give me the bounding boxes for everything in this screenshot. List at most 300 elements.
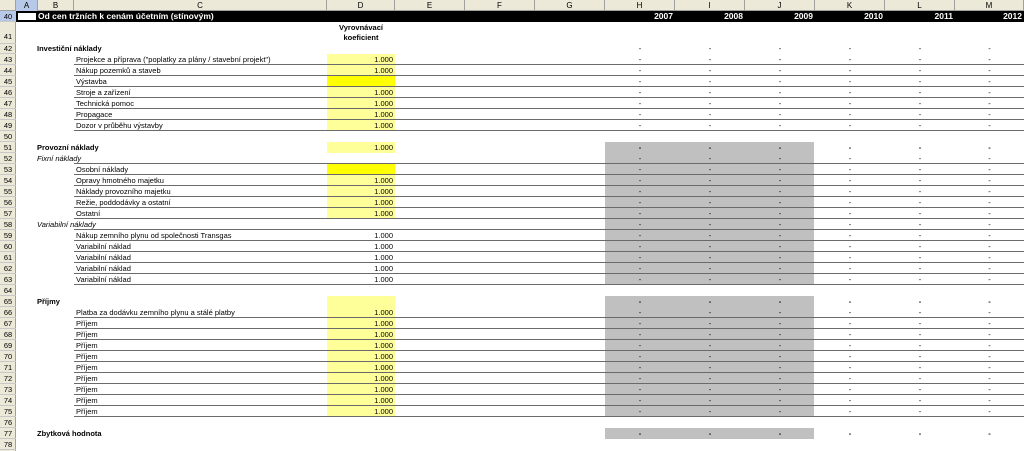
year-value-2007[interactable]: - — [638, 407, 642, 416]
year-value-2009[interactable]: - — [778, 341, 782, 350]
year-value-2009[interactable]: - — [778, 385, 782, 394]
year-value-2011[interactable]: - — [918, 198, 922, 207]
year-value-2009[interactable]: - — [778, 363, 782, 372]
year-value-2007[interactable]: - — [638, 198, 642, 207]
year-value-2010[interactable]: - — [848, 341, 852, 350]
row-header-59[interactable]: 59 — [0, 230, 16, 241]
year-value-2008[interactable]: - — [708, 308, 712, 317]
year-value-2009[interactable]: - — [778, 253, 782, 262]
year-value-2012[interactable]: - — [988, 77, 991, 86]
row-header-78[interactable]: 78 — [0, 439, 16, 450]
year-value-2008[interactable]: - — [708, 242, 712, 251]
year-value-2009[interactable]: - — [778, 99, 782, 108]
year-value-2009[interactable]: - — [778, 66, 782, 75]
year-value-2009[interactable]: - — [778, 231, 782, 240]
row-label[interactable]: Technická pomoc — [76, 99, 134, 108]
row-header-49[interactable]: 49 — [0, 120, 16, 131]
year-value-2009[interactable]: - — [778, 110, 782, 119]
year-value-2010[interactable]: - — [848, 66, 852, 75]
year-value-2008[interactable]: - — [708, 407, 712, 416]
row-header-68[interactable]: 68 — [0, 329, 16, 340]
row-header-67[interactable]: 67 — [0, 318, 16, 329]
year-value-2007[interactable]: - — [638, 396, 642, 405]
year-value-2008[interactable]: - — [708, 341, 712, 350]
year-value-2012[interactable]: - — [988, 187, 991, 196]
year-value-2007[interactable]: - — [638, 385, 642, 394]
year-value-2008[interactable]: - — [708, 66, 712, 75]
year-value-2009[interactable]: - — [778, 308, 782, 317]
year-value-2009[interactable]: - — [778, 209, 782, 218]
year-value-2007[interactable]: - — [638, 341, 642, 350]
year-value-2011[interactable]: - — [918, 231, 922, 240]
year-value-2008[interactable]: - — [708, 209, 712, 218]
year-value-2009[interactable]: - — [778, 165, 782, 174]
row-header-77[interactable]: 77 — [0, 428, 16, 439]
row-label[interactable]: Variabilní náklad — [76, 275, 131, 284]
year-value-2011[interactable]: - — [918, 396, 922, 405]
year-value-2011[interactable]: - — [918, 220, 922, 229]
year-value-2010[interactable]: - — [848, 429, 852, 438]
coefficient-value[interactable]: 1.000 — [374, 198, 393, 207]
select-all-corner[interactable] — [0, 0, 16, 11]
year-value-2011[interactable]: - — [918, 330, 922, 339]
year-value-2007[interactable]: - — [638, 363, 642, 372]
year-value-2011[interactable]: - — [918, 297, 922, 306]
year-value-2008[interactable]: - — [708, 330, 712, 339]
year-value-2008[interactable]: - — [708, 429, 712, 438]
row-label[interactable]: Příjem — [76, 352, 98, 361]
year-value-2007[interactable]: - — [638, 165, 642, 174]
coefficient-value[interactable]: 1.000 — [374, 275, 393, 284]
row-header-51[interactable]: 51 — [0, 142, 16, 153]
column-header-b[interactable]: B — [38, 0, 74, 11]
coefficient-value[interactable]: 1.000 — [374, 88, 393, 97]
year-value-2010[interactable]: - — [848, 319, 852, 328]
column-header-m[interactable]: M — [955, 0, 1024, 11]
row-label[interactable]: Nákup zemního plynu od společnosti Transgas — [76, 231, 232, 240]
year-value-2010[interactable]: - — [848, 220, 852, 229]
row-header-46[interactable]: 46 — [0, 87, 16, 98]
row-header-45[interactable]: 45 — [0, 76, 16, 87]
year-value-2009[interactable]: - — [778, 297, 782, 306]
year-value-2009[interactable]: - — [778, 319, 782, 328]
year-value-2008[interactable]: - — [708, 88, 712, 97]
year-value-2010[interactable]: - — [848, 165, 852, 174]
column-header-k[interactable]: K — [815, 0, 885, 11]
coefficient-value[interactable]: 1.000 — [374, 385, 393, 394]
year-value-2007[interactable]: - — [638, 176, 642, 185]
year-value-2012[interactable]: - — [988, 352, 991, 361]
coefficient-value[interactable]: 1.000 — [374, 407, 393, 416]
coefficient-value[interactable]: 1.000 — [374, 55, 393, 64]
year-value-2011[interactable]: - — [918, 363, 922, 372]
year-value-2009[interactable]: - — [778, 154, 782, 163]
year-value-2011[interactable]: - — [918, 242, 922, 251]
year-value-2008[interactable]: - — [708, 143, 712, 152]
year-value-2011[interactable]: - — [918, 341, 922, 350]
row-label[interactable]: Režie, poddodávky a ostatní — [76, 198, 171, 207]
row-label[interactable]: Opravy hmotného majetku — [76, 176, 164, 185]
column-header-j[interactable]: J — [745, 0, 815, 11]
year-value-2010[interactable]: - — [848, 176, 852, 185]
year-value-2012[interactable]: - — [988, 44, 991, 53]
active-cell-a40[interactable] — [16, 11, 38, 22]
coefficient-value[interactable]: 1.000 — [374, 396, 393, 405]
year-value-2012[interactable]: - — [988, 242, 991, 251]
year-value-2010[interactable]: - — [848, 385, 852, 394]
row-header-61[interactable]: 61 — [0, 252, 16, 263]
row-label[interactable]: Investiční náklady — [37, 44, 102, 53]
year-value-2009[interactable]: - — [778, 374, 782, 383]
year-value-2012[interactable]: - — [988, 154, 991, 163]
column-header-h[interactable]: H — [605, 0, 675, 11]
year-value-2012[interactable]: - — [988, 198, 991, 207]
year-value-2007[interactable]: - — [638, 143, 642, 152]
year-value-2010[interactable]: - — [848, 231, 852, 240]
column-header-i[interactable]: I — [675, 0, 745, 11]
row-header-62[interactable]: 62 — [0, 263, 16, 274]
year-value-2009[interactable]: - — [778, 88, 782, 97]
coefficient-value[interactable]: 1.000 — [374, 242, 393, 251]
year-value-2011[interactable]: - — [918, 352, 922, 361]
row-header-72[interactable]: 72 — [0, 373, 16, 384]
row-header-42[interactable]: 42 — [0, 44, 16, 54]
year-value-2011[interactable]: - — [918, 165, 922, 174]
year-value-2008[interactable]: - — [708, 44, 712, 53]
year-value-2012[interactable]: - — [988, 374, 991, 383]
year-value-2010[interactable]: - — [848, 55, 852, 64]
year-value-2009[interactable]: - — [778, 352, 782, 361]
row-label[interactable]: Příjem — [76, 396, 98, 405]
year-value-2007[interactable]: - — [638, 374, 642, 383]
year-value-2007[interactable]: - — [638, 110, 642, 119]
year-value-2007[interactable]: - — [638, 231, 642, 240]
row-label[interactable]: Propagace — [76, 110, 113, 119]
year-value-2008[interactable]: - — [708, 99, 712, 108]
column-header-l[interactable]: L — [885, 0, 955, 11]
coefficient-input-cell[interactable] — [327, 296, 395, 307]
year-value-2010[interactable]: - — [848, 121, 852, 130]
column-header-e[interactable]: E — [395, 0, 465, 11]
year-value-2012[interactable]: - — [988, 429, 991, 438]
year-value-2007[interactable]: - — [638, 429, 642, 438]
year-value-2007[interactable]: - — [638, 121, 642, 130]
year-value-2011[interactable]: - — [918, 66, 922, 75]
year-value-2008[interactable]: - — [708, 275, 712, 284]
year-value-2011[interactable]: - — [918, 308, 922, 317]
year-value-2012[interactable]: - — [988, 297, 991, 306]
year-value-2010[interactable]: - — [848, 99, 852, 108]
row-header-60[interactable]: 60 — [0, 241, 16, 252]
year-value-2012[interactable]: - — [988, 308, 991, 317]
year-value-2007[interactable]: - — [638, 352, 642, 361]
coefficient-value[interactable]: 1.000 — [374, 253, 393, 262]
year-value-2008[interactable]: - — [708, 374, 712, 383]
year-value-2008[interactable]: - — [708, 363, 712, 372]
year-value-2010[interactable]: - — [848, 198, 852, 207]
year-value-2007[interactable]: - — [638, 297, 642, 306]
year-value-2008[interactable]: - — [708, 264, 712, 273]
year-value-2007[interactable]: - — [638, 154, 642, 163]
year-value-2007[interactable]: - — [638, 209, 642, 218]
row-header-52[interactable]: 52 — [0, 153, 16, 164]
year-value-2008[interactable]: - — [708, 297, 712, 306]
coefficient-value[interactable]: 1.000 — [374, 209, 393, 218]
year-value-2008[interactable]: - — [708, 231, 712, 240]
row-label[interactable]: Variabilní náklad — [76, 242, 131, 251]
year-value-2007[interactable]: - — [638, 319, 642, 328]
row-label[interactable]: Příjem — [76, 319, 98, 328]
coefficient-value[interactable]: 1.000 — [374, 319, 393, 328]
year-value-2011[interactable]: - — [918, 55, 922, 64]
row-header-75[interactable]: 75 — [0, 406, 16, 417]
year-value-2012[interactable]: - — [988, 407, 991, 416]
year-value-2007[interactable]: - — [638, 242, 642, 251]
year-value-2010[interactable]: - — [848, 396, 852, 405]
year-value-2007[interactable]: - — [638, 55, 642, 64]
year-value-2011[interactable]: - — [918, 374, 922, 383]
year-value-2008[interactable]: - — [708, 55, 712, 64]
year-value-2008[interactable]: - — [708, 154, 712, 163]
coefficient-value[interactable]: 1.000 — [374, 187, 393, 196]
row-label[interactable]: Variabilní náklady — [37, 220, 96, 229]
row-label[interactable]: Osobní náklady — [76, 165, 129, 174]
coefficient-value[interactable]: 1.000 — [374, 308, 393, 317]
row-label[interactable]: Příjem — [76, 341, 98, 350]
year-value-2008[interactable]: - — [708, 220, 712, 229]
row-header-64[interactable]: 64 — [0, 285, 16, 296]
year-value-2009[interactable]: - — [778, 407, 782, 416]
column-header-c[interactable]: C — [74, 0, 327, 11]
year-value-2008[interactable]: - — [708, 110, 712, 119]
year-value-2010[interactable]: - — [848, 110, 852, 119]
year-value-2012[interactable]: - — [988, 220, 991, 229]
coefficient-value[interactable]: 1.000 — [374, 374, 393, 383]
coefficient-value[interactable]: 1.000 — [374, 110, 393, 119]
year-value-2012[interactable]: - — [988, 99, 991, 108]
year-value-2010[interactable]: - — [848, 407, 852, 416]
year-value-2011[interactable]: - — [918, 44, 922, 53]
year-value-2010[interactable]: - — [848, 264, 852, 273]
year-value-2009[interactable]: - — [778, 44, 782, 53]
year-value-2010[interactable]: - — [848, 363, 852, 372]
row-label[interactable]: Příjem — [76, 374, 98, 383]
row-label[interactable]: Zbytková hodnota — [37, 429, 102, 438]
year-value-2010[interactable]: - — [848, 154, 852, 163]
coefficient-value[interactable]: 1.000 — [374, 143, 393, 152]
year-value-2008[interactable]: - — [708, 352, 712, 361]
row-header-56[interactable]: 56 — [0, 197, 16, 208]
year-value-2010[interactable]: - — [848, 88, 852, 97]
year-value-2011[interactable]: - — [918, 264, 922, 273]
year-value-2010[interactable]: - — [848, 374, 852, 383]
row-header-71[interactable]: 71 — [0, 362, 16, 373]
year-value-2009[interactable]: - — [778, 143, 782, 152]
year-value-2011[interactable]: - — [918, 176, 922, 185]
year-value-2008[interactable]: - — [708, 253, 712, 262]
year-value-2011[interactable]: - — [918, 77, 922, 86]
coefficient-value[interactable]: 1.000 — [374, 341, 393, 350]
coefficient-value[interactable]: 1.000 — [374, 231, 393, 240]
year-value-2009[interactable]: - — [778, 55, 782, 64]
row-header-73[interactable]: 73 — [0, 384, 16, 395]
row-label[interactable]: Platba za dodávku zemního plynu a stálé platby — [76, 308, 235, 317]
row-header-63[interactable]: 63 — [0, 274, 16, 285]
row-header-48[interactable]: 48 — [0, 109, 16, 120]
coefficient-value[interactable]: 1.000 — [374, 363, 393, 372]
year-value-2010[interactable]: - — [848, 209, 852, 218]
year-value-2008[interactable]: - — [708, 121, 712, 130]
year-value-2012[interactable]: - — [988, 176, 991, 185]
coefficient-value[interactable]: 1.000 — [374, 330, 393, 339]
year-value-2009[interactable]: - — [778, 264, 782, 273]
year-value-2007[interactable]: - — [638, 77, 642, 86]
year-value-2007[interactable]: - — [638, 99, 642, 108]
year-value-2009[interactable]: - — [778, 176, 782, 185]
year-value-2012[interactable]: - — [988, 264, 991, 273]
year-value-2010[interactable]: - — [848, 253, 852, 262]
row-label[interactable]: Ostatní — [76, 209, 101, 218]
row-label[interactable]: Variabilní náklad — [76, 253, 131, 262]
year-value-2007[interactable]: - — [638, 264, 642, 273]
year-value-2010[interactable]: - — [848, 275, 852, 284]
row-header-40[interactable]: 40 — [0, 11, 16, 22]
year-value-2012[interactable]: - — [988, 165, 991, 174]
row-header-76[interactable]: 76 — [0, 417, 16, 428]
year-value-2012[interactable]: - — [988, 143, 991, 152]
year-value-2012[interactable]: - — [988, 110, 991, 119]
year-value-2012[interactable]: - — [988, 209, 991, 218]
year-value-2012[interactable]: - — [988, 341, 991, 350]
year-value-2007[interactable]: - — [638, 220, 642, 229]
year-value-2012[interactable]: - — [988, 55, 991, 64]
row-header-58[interactable]: 58 — [0, 219, 16, 230]
year-value-2008[interactable]: - — [708, 396, 712, 405]
row-label[interactable]: Příjem — [76, 407, 98, 416]
row-header-66[interactable]: 66 — [0, 307, 16, 318]
row-label[interactable]: Příjem — [76, 385, 98, 394]
year-value-2012[interactable]: - — [988, 275, 991, 284]
coefficient-value[interactable]: 1.000 — [374, 352, 393, 361]
year-value-2011[interactable]: - — [918, 154, 922, 163]
coefficient-value[interactable]: 1.000 — [374, 121, 393, 130]
year-value-2011[interactable]: - — [918, 275, 922, 284]
row-label[interactable]: Variabilní náklad — [76, 264, 131, 273]
year-value-2012[interactable]: - — [988, 88, 991, 97]
year-value-2011[interactable]: - — [918, 99, 922, 108]
year-value-2009[interactable]: - — [778, 220, 782, 229]
row-label[interactable]: Příjem — [76, 330, 98, 339]
year-value-2008[interactable]: - — [708, 176, 712, 185]
row-header-41[interactable]: 41 — [0, 22, 16, 44]
year-value-2009[interactable]: - — [778, 429, 782, 438]
worksheet-grid[interactable] — [16, 11, 1024, 451]
row-label[interactable]: Projekce a příprava ("poplatky za plány / stavební projekt") — [76, 55, 271, 64]
coefficient-value[interactable]: 1.000 — [374, 264, 393, 273]
year-value-2012[interactable]: - — [988, 121, 991, 130]
year-value-2007[interactable]: - — [638, 330, 642, 339]
year-value-2011[interactable]: - — [918, 88, 922, 97]
year-value-2012[interactable]: - — [988, 330, 991, 339]
year-value-2008[interactable]: - — [708, 198, 712, 207]
year-value-2012[interactable]: - — [988, 385, 991, 394]
row-header-43[interactable]: 43 — [0, 54, 16, 65]
row-label[interactable]: Příjem — [76, 363, 98, 372]
row-label[interactable]: Nákup pozemků a staveb — [76, 66, 161, 75]
year-value-2008[interactable]: - — [708, 77, 712, 86]
year-value-2007[interactable]: - — [638, 66, 642, 75]
year-value-2010[interactable]: - — [848, 242, 852, 251]
year-value-2010[interactable]: - — [848, 77, 852, 86]
coefficient-value[interactable]: 1.000 — [374, 99, 393, 108]
row-header-53[interactable]: 53 — [0, 164, 16, 175]
year-value-2009[interactable]: - — [778, 121, 782, 130]
year-value-2010[interactable]: - — [848, 297, 852, 306]
column-header-f[interactable]: F — [465, 0, 535, 11]
row-header-70[interactable]: 70 — [0, 351, 16, 362]
year-value-2011[interactable]: - — [918, 143, 922, 152]
coefficient-value[interactable]: 1.000 — [374, 66, 393, 75]
row-header-69[interactable]: 69 — [0, 340, 16, 351]
row-label[interactable]: Provozní náklady — [37, 143, 99, 152]
year-value-2009[interactable]: - — [778, 275, 782, 284]
year-value-2010[interactable]: - — [848, 143, 852, 152]
year-value-2011[interactable]: - — [918, 385, 922, 394]
year-value-2012[interactable]: - — [988, 363, 991, 372]
column-header-g[interactable]: G — [535, 0, 605, 11]
year-value-2008[interactable]: - — [708, 165, 712, 174]
row-header-47[interactable]: 47 — [0, 98, 16, 109]
year-value-2011[interactable]: - — [918, 121, 922, 130]
year-value-2010[interactable]: - — [848, 308, 852, 317]
year-value-2009[interactable]: - — [778, 187, 782, 196]
year-value-2010[interactable]: - — [848, 187, 852, 196]
row-header-50[interactable]: 50 — [0, 131, 16, 142]
row-label[interactable]: Dozor v průběhu výstavby — [76, 121, 163, 130]
year-value-2011[interactable]: - — [918, 110, 922, 119]
row-header-54[interactable]: 54 — [0, 175, 16, 186]
year-value-2007[interactable]: - — [638, 275, 642, 284]
row-label[interactable]: Stroje a zařízení — [76, 88, 131, 97]
year-value-2011[interactable]: - — [918, 429, 922, 438]
row-header-74[interactable]: 74 — [0, 395, 16, 406]
row-label[interactable]: Náklady provozního majetku — [76, 187, 171, 196]
year-value-2009[interactable]: - — [778, 330, 782, 339]
year-value-2009[interactable]: - — [778, 396, 782, 405]
year-value-2008[interactable]: - — [708, 319, 712, 328]
row-label[interactable]: Fixní náklady — [37, 154, 82, 163]
year-value-2012[interactable]: - — [988, 66, 991, 75]
row-label[interactable]: Výstavba — [76, 77, 107, 86]
year-value-2008[interactable]: - — [708, 385, 712, 394]
year-value-2007[interactable]: - — [638, 44, 642, 53]
year-value-2011[interactable]: - — [918, 187, 922, 196]
coefficient-value[interactable]: 1.000 — [374, 176, 393, 185]
year-value-2011[interactable]: - — [918, 209, 922, 218]
year-value-2012[interactable]: - — [988, 253, 991, 262]
year-value-2010[interactable]: - — [848, 330, 852, 339]
year-value-2009[interactable]: - — [778, 242, 782, 251]
year-value-2007[interactable]: - — [638, 253, 642, 262]
column-header-d[interactable]: D — [327, 0, 395, 11]
year-value-2012[interactable]: - — [988, 319, 991, 328]
year-value-2010[interactable]: - — [848, 352, 852, 361]
year-value-2011[interactable]: - — [918, 319, 922, 328]
year-value-2007[interactable]: - — [638, 308, 642, 317]
year-value-2011[interactable]: - — [918, 407, 922, 416]
row-label[interactable]: Příjmy — [37, 297, 60, 306]
row-header-57[interactable]: 57 — [0, 208, 16, 219]
